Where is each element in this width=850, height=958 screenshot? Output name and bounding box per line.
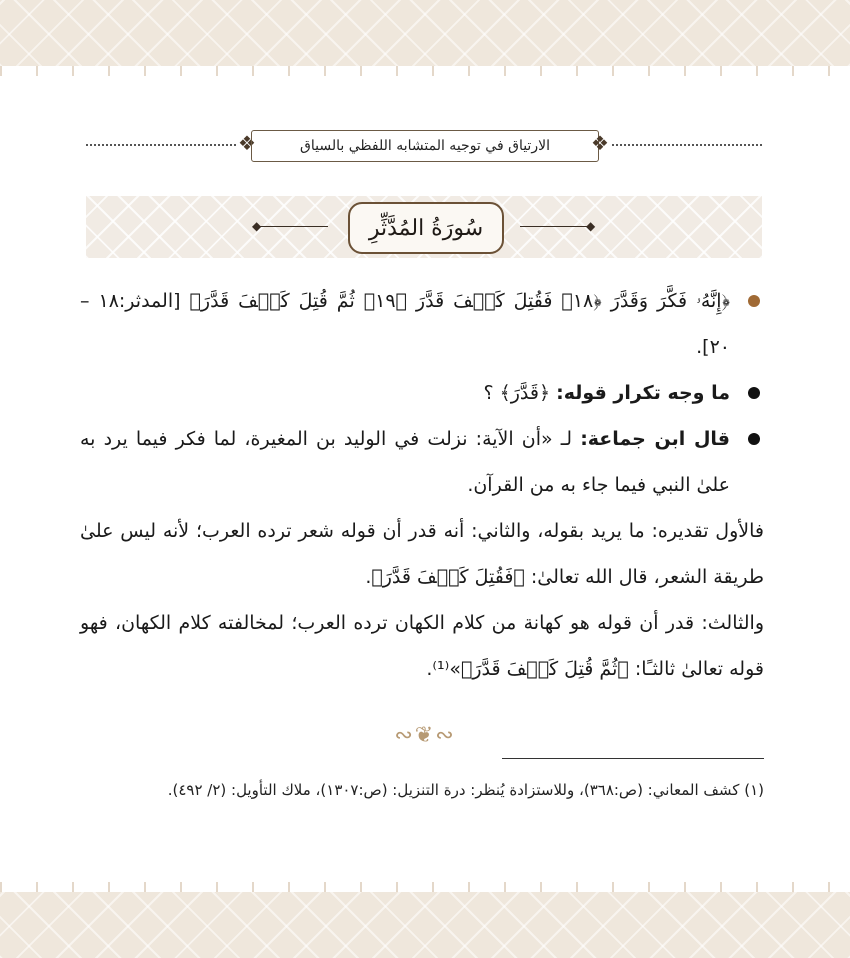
footnote: (١) كشف المعاني: (ص:٣٦٨)، وللاستزادة يُنظر: درة التنزيل: (ص:١٣٠٧)، ملاك التأويل: (٢/ ٤٩٢). xyxy=(167,781,764,799)
scholar-text: لـ «أن الآية: نزلت في الوليد بن المغيرة، لما فكر فيما يرد به علىٰ النبي فيما جاء به من القرآن. xyxy=(80,428,730,496)
header-dotted-rule-right xyxy=(612,144,762,146)
footnote-rule xyxy=(502,758,764,759)
scholar-label: قال ابن جماعة: xyxy=(580,428,731,450)
paragraph-second-end: »⁽¹⁾. xyxy=(426,658,461,680)
bottom-decorative-band xyxy=(0,892,850,958)
paragraph-second-text: والثالث: قدر أن قوله هو كهانة من كلام الكهان ترده العرب؛ لمخالفته كلام الكهان، فهو قوله تعالىٰ ثالثـًا: xyxy=(80,612,764,680)
paragraph-second-verse: ﴿ثُمَّ قُتِلَ كَيۡفَ قَدَّرَ﴾ xyxy=(460,658,629,680)
banner-diamond-right-icon: ◆ xyxy=(586,219,596,233)
banner-diamond-left-icon: ◆ xyxy=(252,219,262,233)
banner-line-right xyxy=(520,226,590,227)
top-fringe xyxy=(0,66,850,76)
top-decorative-band xyxy=(0,0,850,66)
paragraph-first-end: . xyxy=(365,566,372,588)
banner-line-left xyxy=(258,226,328,227)
surah-title: سُورَةُ المُدَّثِّرِ xyxy=(348,202,504,254)
question-mark: ؟ xyxy=(483,382,494,404)
header-dotted-rule-left xyxy=(86,144,236,146)
verse-reference: [المدثر:١٨ – ٢٠]. xyxy=(80,290,730,358)
surah-banner xyxy=(86,196,762,258)
paragraph-first-text: فالأول تقديره: ما يريد بقوله، والثاني: أنه قدر أن قوله شعر ترده العرب؛ لأنه ليس علىٰ طريقة الشعر، قال الله تعالىٰ: xyxy=(80,520,764,588)
scholar-item xyxy=(80,416,764,508)
header-ornament-left-icon: ❖ xyxy=(238,131,256,155)
bottom-fringe xyxy=(0,882,850,892)
bullet-icon xyxy=(748,433,760,445)
verse-text: ﴿إِنَّهُۥ فَكَّرَ وَقَدَّرَ ﴿١٨﴾ فَقُتِلَ كَيۡفَ قَدَّرَ ﴿١٩﴾ ثُمَّ قُتِلَ كَيۡفَ قَدَّرَ﴾ xyxy=(189,290,730,312)
question-label: ما وجه تكرار قوله: xyxy=(556,382,730,404)
header-ornament-right-icon: ❖ xyxy=(591,131,609,155)
bullet-brown-icon xyxy=(748,295,760,307)
running-title: الارتياق في توجيه المتشابه اللفظي بالسياق xyxy=(251,130,599,162)
paragraph-first xyxy=(80,508,764,600)
paragraph-first-verse: ﴿فَقُتِلَ كَيۡفَ قَدَّرَ﴾ xyxy=(371,566,525,588)
question-item xyxy=(80,370,764,416)
question-word: ﴿قَدَّرَ﴾ xyxy=(499,382,551,404)
verse-item xyxy=(80,278,764,370)
paragraph-second xyxy=(80,600,764,692)
running-header xyxy=(86,128,762,162)
bullet-icon xyxy=(748,387,760,399)
main-text xyxy=(80,278,764,692)
fleuron-ornament-icon: ∾❦∾ xyxy=(394,723,456,748)
